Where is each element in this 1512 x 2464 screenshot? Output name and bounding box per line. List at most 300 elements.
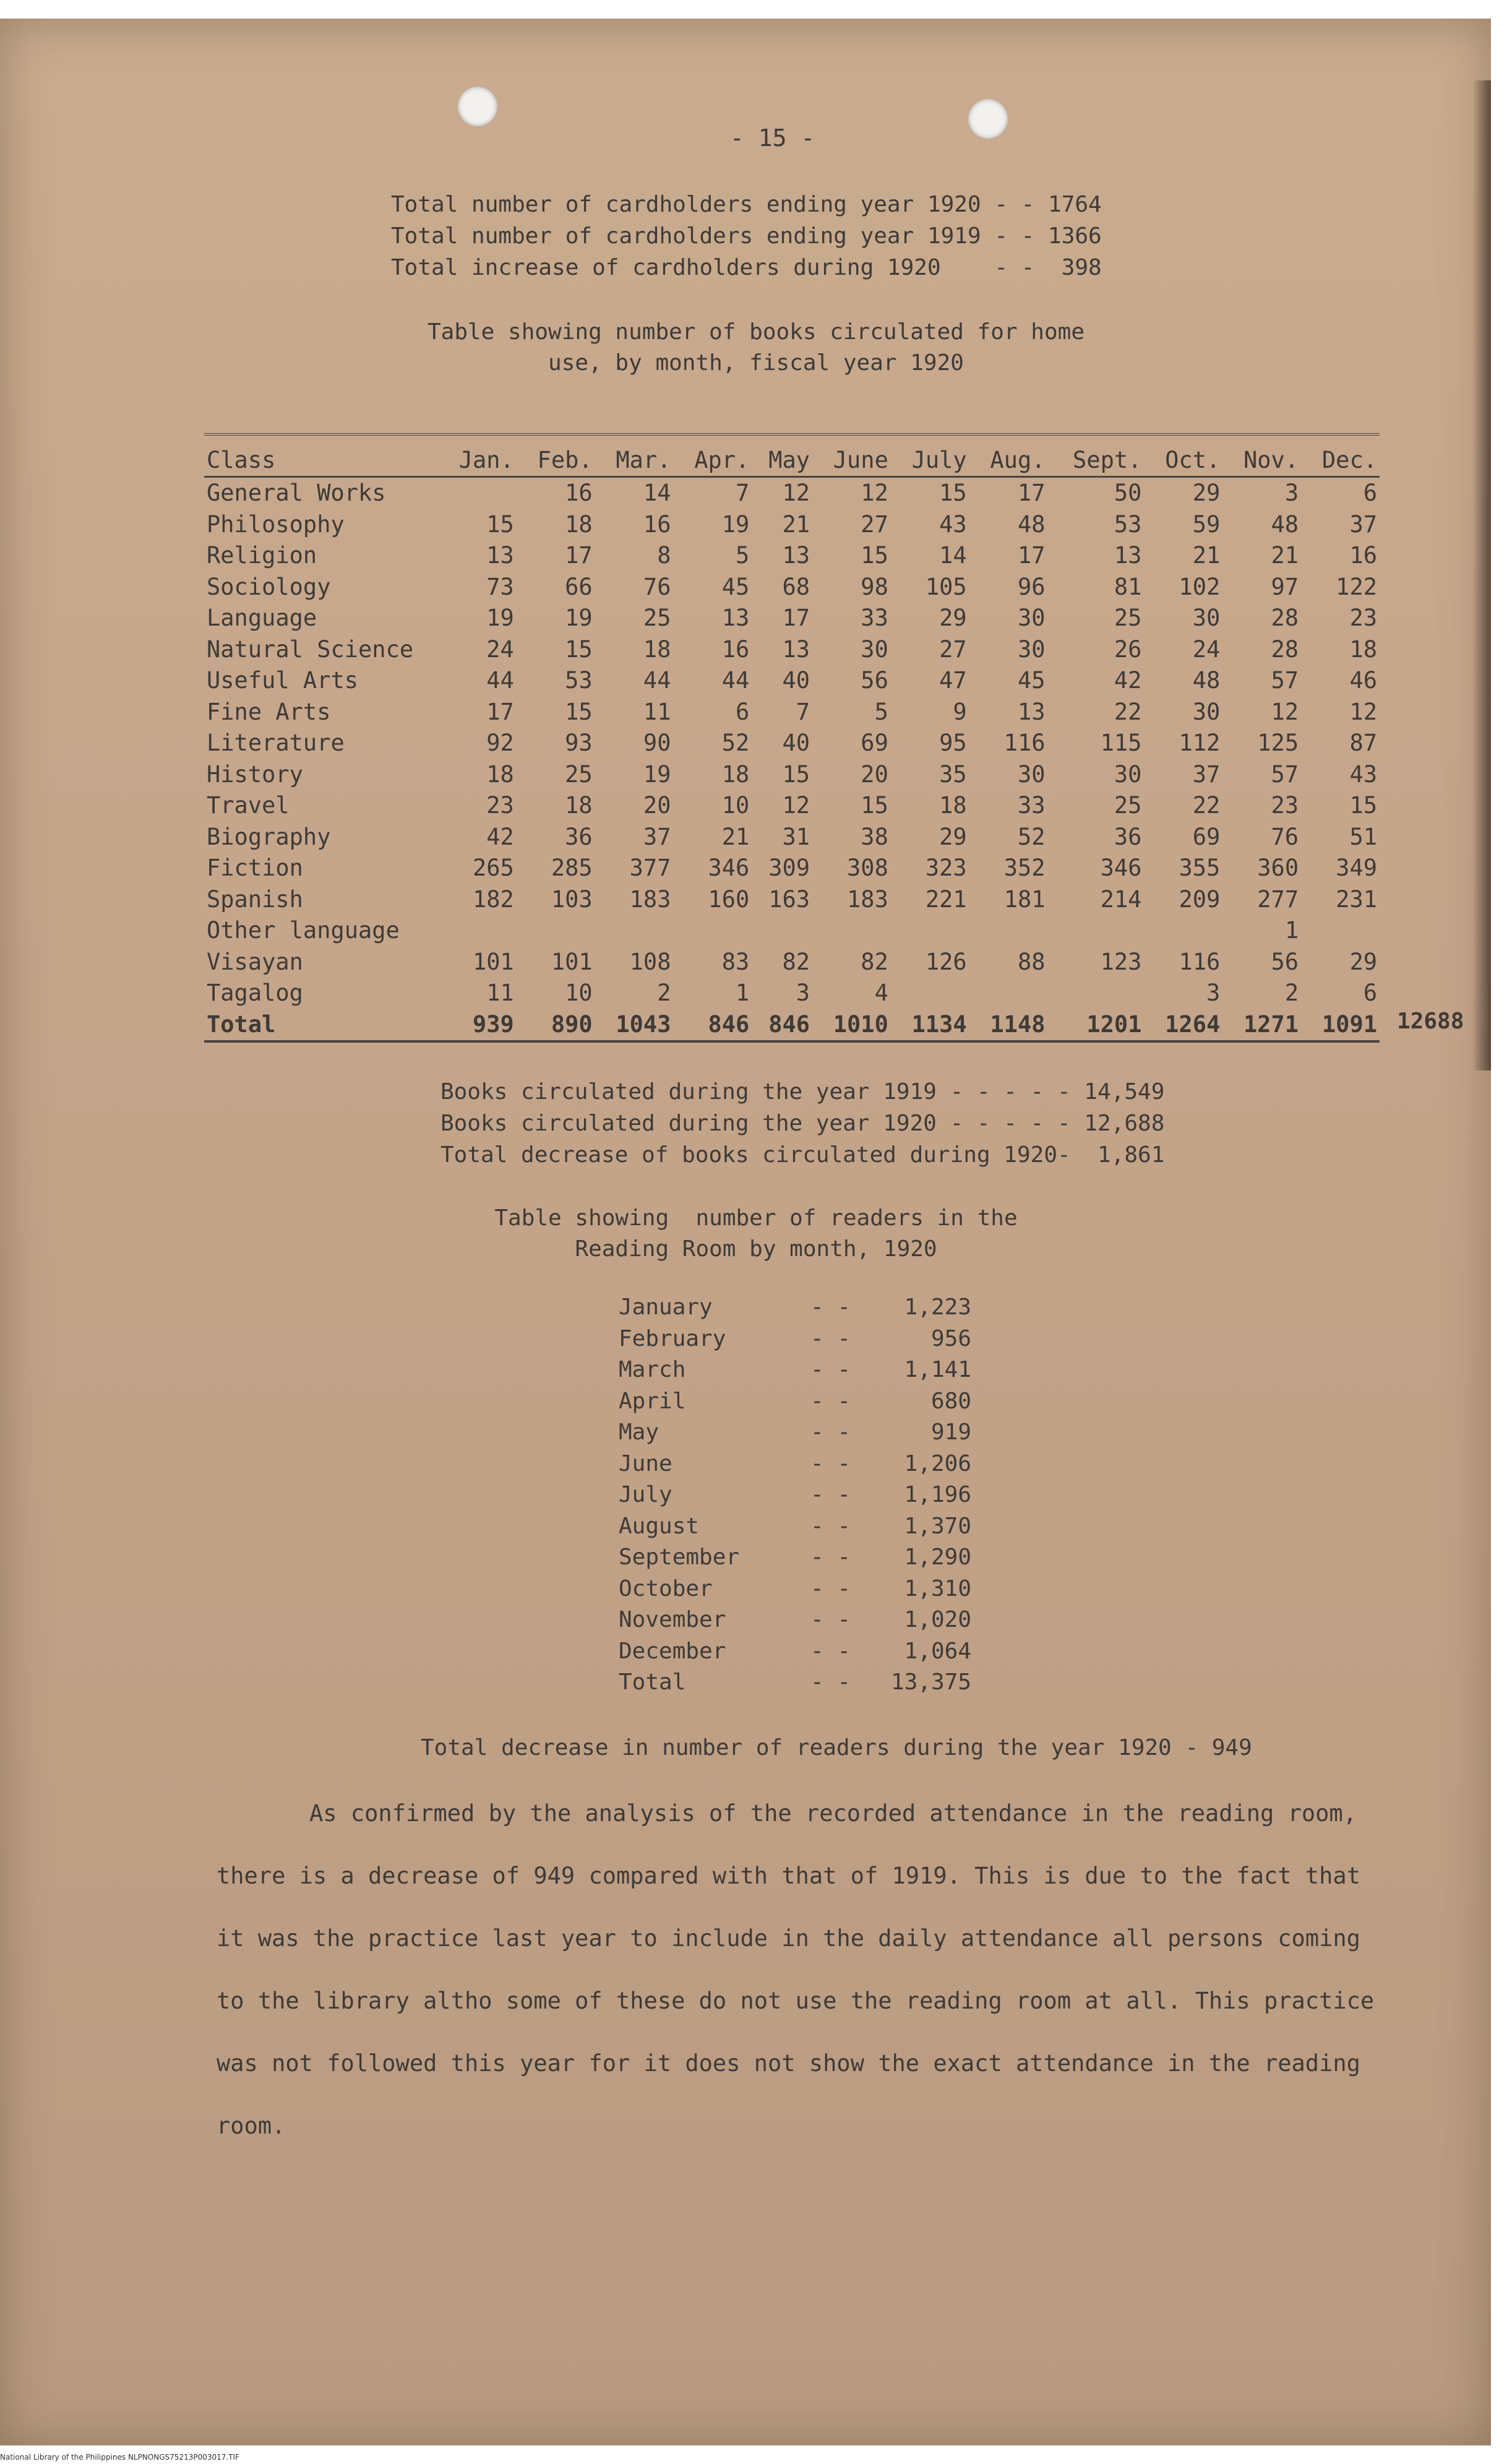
table-cell: 116: [1179, 948, 1221, 975]
table-cell: 37: [1349, 510, 1377, 538]
reader-count: 1,141: [904, 1357, 971, 1382]
table-cell: 52: [1017, 823, 1046, 850]
reader-dash: - -: [810, 1419, 851, 1445]
readers-list: [619, 1292, 971, 1699]
reader-count: 1,064: [904, 1638, 971, 1664]
table-cell: 11: [643, 698, 671, 725]
circulation-subtitle: use, by month, fiscal year 1920: [548, 350, 964, 376]
table-cell: 69: [861, 730, 888, 757]
analysis-paragraph: As confirmed by the analysis of the recorded attendance in the reading room, there is a decrease of 949 compared with that of 1919. This is due to the fact that it was the practice last year to include in the daily attendance all persons coming to the library altho some of these do not use the reading room at all. This practice was not followed this year for it does not show the exact attendance in the reading room.: [217, 1800, 1375, 2139]
reader-month-row: [619, 1324, 971, 1355]
table-cell: 181: [1003, 885, 1046, 913]
table-cell: 68: [782, 573, 810, 600]
table-cell: 123: [1100, 948, 1142, 975]
column-header-month: Feb.: [517, 444, 595, 476]
table-cell: 95: [939, 730, 967, 757]
table-cell: 28: [1271, 635, 1299, 663]
table-cell: [969, 915, 1048, 947]
archive-footer: National Library of the Philippines NLPNONGS75213P003017.TIF: [0, 2453, 239, 2462]
table-row: [204, 946, 1380, 978]
table-cell: 160: [708, 885, 750, 913]
column-header-month: May: [752, 444, 812, 476]
table-row: [204, 853, 1380, 884]
table-cell: 209: [1179, 885, 1221, 913]
table-cell: 30: [1017, 635, 1046, 663]
table-cell: 285: [551, 855, 593, 882]
table-cell: 90: [643, 730, 671, 757]
table-row: [204, 665, 1380, 697]
paper-edge-shadow: [1472, 80, 1491, 1070]
table-cell: 126: [925, 948, 967, 975]
table-cell: 2: [1284, 980, 1299, 1007]
table-cell: 83: [721, 948, 750, 975]
row-class-label: Tagalog: [207, 980, 303, 1007]
punch-hole-left: [458, 87, 497, 126]
table-cell: 346: [1100, 855, 1142, 882]
total-cell: 1271: [1222, 1009, 1301, 1041]
table-cell: 30: [1192, 698, 1221, 725]
table-cell: 21: [1271, 542, 1299, 569]
table-cell: 18: [486, 760, 514, 788]
reader-month-row: [619, 1636, 971, 1668]
reader-month: November: [619, 1607, 726, 1632]
table-cell: 24: [1192, 635, 1221, 663]
table-cell: 36: [565, 823, 593, 850]
table-cell: 19: [486, 605, 514, 632]
table-top-rule: [204, 433, 1380, 436]
total-cell: 1010: [812, 1009, 891, 1041]
table-cell: 56: [861, 667, 888, 694]
table-cell: 29: [1349, 948, 1377, 975]
table-cell: 5: [874, 698, 888, 725]
table-cell: 1: [736, 980, 750, 1007]
table-cell: 48: [1192, 667, 1221, 694]
reader-month-row: [619, 1386, 971, 1418]
table-cell: 44: [643, 667, 671, 694]
table-cell: 43: [939, 510, 967, 538]
table-cell: 19: [643, 760, 671, 788]
table-cell: 14: [939, 542, 967, 569]
reader-month: August: [619, 1513, 700, 1539]
reader-month-row: [619, 1480, 971, 1511]
table-row: [204, 476, 1380, 509]
table-cell: 18: [939, 792, 967, 819]
reader-dash: - -: [810, 1388, 851, 1414]
table-cell: 16: [565, 480, 593, 507]
table-cell: 221: [925, 885, 967, 913]
table-cell: 309: [768, 855, 810, 882]
table-cell: 42: [1114, 667, 1142, 694]
table-cell: 30: [1017, 605, 1046, 632]
reader-dash: - -: [810, 1513, 851, 1539]
table-cell: 14: [643, 480, 671, 507]
table-cell: 183: [847, 885, 888, 913]
table-cell: 45: [1017, 667, 1046, 694]
table-cell: 96: [1017, 573, 1046, 600]
table-cell: 21: [782, 510, 810, 538]
table-cell: 73: [486, 573, 514, 600]
table-cell: 15: [486, 510, 514, 538]
row-class-label: Other language: [207, 917, 400, 944]
table-cell: 18: [643, 635, 671, 663]
table-cell: [969, 978, 1048, 1009]
table-cell: [752, 915, 812, 947]
table-cell: 15: [565, 635, 593, 663]
table-cell: [517, 915, 595, 947]
table-cell: 45: [721, 573, 750, 600]
table-cell: 13: [1017, 698, 1046, 725]
table-cell: 21: [721, 823, 750, 850]
table-row: [204, 759, 1380, 790]
table-cell: 265: [473, 855, 514, 882]
table-row: [204, 696, 1380, 728]
table-cell: 182: [473, 885, 514, 913]
table-cell: 25: [1114, 792, 1142, 819]
table-cell: 163: [768, 885, 810, 913]
table-cell: 108: [629, 948, 671, 975]
reader-count: 919: [930, 1419, 971, 1445]
table-cell: 231: [1336, 885, 1377, 913]
table-cell: 31: [782, 823, 810, 850]
circulation-title: Table showing number of books circulated for home: [427, 319, 1085, 345]
reader-count: 1,290: [904, 1544, 971, 1570]
table-cell: 18: [565, 792, 593, 819]
table-cell: 82: [861, 948, 888, 975]
table-cell: [1048, 978, 1145, 1009]
row-class-label: Fiction: [207, 855, 303, 882]
column-header-month: Sept.: [1048, 444, 1145, 476]
reader-month-row: [619, 1574, 971, 1605]
table-cell: 13: [721, 605, 750, 632]
table-cell: 87: [1349, 730, 1377, 757]
table-cell: 57: [1271, 760, 1299, 788]
reader-month: January: [619, 1294, 713, 1320]
table-cell: 16: [1349, 542, 1377, 569]
table-cell: 33: [861, 605, 888, 632]
table-cell: 26: [1114, 635, 1142, 663]
total-label: Total: [204, 1009, 438, 1041]
reader-month: April: [619, 1388, 686, 1414]
punch-hole-right: [968, 99, 1008, 139]
reader-month-row: [619, 1511, 971, 1543]
table-cell: 15: [861, 792, 888, 819]
cardholders-line: Total increase of cardholders during 1920 - - 398: [391, 255, 1102, 280]
total-cell: 1134: [891, 1009, 969, 1041]
total-cell: 846: [673, 1009, 752, 1041]
reader-month: October: [619, 1575, 713, 1601]
row-class-label: Spanish: [207, 885, 303, 913]
row-class-label: Philosophy: [207, 510, 345, 538]
table-cell: 11: [486, 980, 514, 1007]
table-cell: 9: [953, 698, 967, 725]
table-cell: 1: [1284, 917, 1299, 944]
column-header-month: Apr.: [673, 444, 752, 476]
table-cell: 7: [796, 698, 810, 725]
table-row: [204, 790, 1380, 822]
table-cell: 377: [629, 855, 671, 882]
table-cell: 7: [736, 480, 750, 507]
table-cell: 13: [1114, 542, 1142, 569]
table-cell: 23: [486, 792, 514, 819]
total-cell: 1091: [1301, 1009, 1380, 1041]
table-cell: 3: [1206, 980, 1221, 1007]
total-cell: 846: [752, 1009, 812, 1041]
table-cell: 115: [1100, 730, 1142, 757]
reader-month: Total: [619, 1669, 686, 1695]
table-row: [204, 978, 1380, 1009]
reader-month: March: [619, 1357, 686, 1382]
table-cell: 20: [643, 792, 671, 819]
reader-count: 956: [930, 1325, 971, 1351]
reader-dash: - -: [810, 1294, 851, 1320]
table-cell: 12: [861, 480, 888, 507]
table-row: [204, 884, 1380, 915]
reader-month-row: [619, 1417, 971, 1449]
table-row: [204, 634, 1380, 665]
row-class-label: Biography: [207, 823, 331, 850]
table-cell: 21: [1192, 542, 1221, 569]
table-cell: 17: [1017, 480, 1046, 507]
table-cell: [1301, 915, 1380, 947]
table-cell: 6: [1363, 980, 1377, 1007]
column-header-month: Dec.: [1301, 444, 1380, 476]
table-cell: 15: [939, 480, 967, 507]
reader-month-row: [619, 1667, 971, 1699]
table-cell: 82: [782, 948, 810, 975]
reader-count: 680: [930, 1388, 971, 1414]
reader-dash: - -: [810, 1607, 851, 1632]
table-cell: 51: [1349, 823, 1377, 850]
row-class-label: Language: [207, 605, 317, 632]
column-header-month: June: [812, 444, 891, 476]
table-cell: 10: [721, 792, 750, 819]
table-cell: 22: [1192, 792, 1221, 819]
table-cell: 277: [1257, 885, 1299, 913]
table-cell: 22: [1114, 698, 1142, 725]
table-cell: 15: [565, 698, 593, 725]
table-cell: 93: [565, 730, 593, 757]
table-row: [204, 915, 1380, 947]
column-header-month: Nov.: [1222, 444, 1301, 476]
table-cell: [891, 978, 969, 1009]
reader-dash: - -: [810, 1544, 851, 1570]
table-cell: 13: [486, 542, 514, 569]
table-row: [204, 509, 1380, 540]
table-cell: [1144, 915, 1222, 947]
table-cell: 8: [657, 542, 671, 569]
table-cell: 47: [939, 667, 967, 694]
reader-month: February: [619, 1325, 726, 1351]
circulation-table: [204, 444, 1380, 1043]
table-cell: 29: [1192, 480, 1221, 507]
reader-month: July: [619, 1482, 672, 1507]
row-class-label: Sociology: [207, 573, 331, 600]
table-cell: 112: [1179, 730, 1221, 757]
table-cell: 13: [782, 542, 810, 569]
row-class-label: Religion: [207, 542, 317, 569]
table-cell: 105: [925, 573, 967, 600]
column-header-class: Class: [204, 444, 438, 476]
table-cell: 52: [721, 730, 750, 757]
table-cell: 59: [1192, 510, 1221, 538]
table-cell: [812, 915, 891, 947]
table-cell: [1048, 915, 1145, 947]
table-cell: 18: [721, 760, 750, 788]
table-cell: 102: [1179, 573, 1221, 600]
table-cell: 97: [1271, 573, 1299, 600]
table-cell: 37: [1192, 760, 1221, 788]
table-cell: 37: [643, 823, 671, 850]
reader-month-row: [619, 1542, 971, 1574]
reader-count: 1,020: [904, 1607, 971, 1632]
grand-total: 12688: [1397, 1009, 1464, 1034]
table-cell: 103: [551, 885, 593, 913]
table-cell: 23: [1349, 605, 1377, 632]
table-cell: [438, 915, 517, 947]
table-header-row: [204, 444, 1380, 476]
reader-dash: - -: [810, 1638, 851, 1664]
total-cell: 890: [517, 1009, 595, 1041]
row-class-label: Natural Science: [207, 635, 414, 663]
table-cell: 3: [796, 980, 810, 1007]
table-cell: 30: [861, 635, 888, 663]
table-cell: 76: [643, 573, 671, 600]
table-cell: 44: [486, 667, 514, 694]
table-cell: 48: [1017, 510, 1046, 538]
table-cell: 25: [565, 760, 593, 788]
table-cell: 42: [486, 823, 514, 850]
table-cell: 17: [1017, 542, 1046, 569]
table-cell: 98: [861, 573, 888, 600]
row-class-label: Literature: [207, 730, 345, 757]
table-cell: 40: [782, 667, 810, 694]
table-cell: 19: [721, 510, 750, 538]
row-class-label: Fine Arts: [207, 698, 331, 725]
table-cell: 3: [1284, 480, 1299, 507]
column-header-month: July: [891, 444, 969, 476]
table-cell: 38: [861, 823, 888, 850]
table-cell: 36: [1114, 823, 1142, 850]
table-cell: 43: [1349, 760, 1377, 788]
table-cell: 116: [1003, 730, 1046, 757]
reader-count: 1,196: [904, 1482, 971, 1507]
row-class-label: General Works: [207, 480, 386, 507]
table-cell: 57: [1271, 667, 1299, 694]
reader-dash: - -: [810, 1450, 851, 1476]
table-cell: 56: [1271, 948, 1299, 975]
table-cell: 15: [861, 542, 888, 569]
table-cell: 183: [629, 885, 671, 913]
column-header-month: Aug.: [969, 444, 1048, 476]
table-cell: 12: [1349, 698, 1377, 725]
table-cell: 308: [847, 855, 888, 882]
table-cell: [673, 915, 752, 947]
reader-count: 13,375: [890, 1669, 971, 1695]
table-cell: 349: [1336, 855, 1377, 882]
table-cell: 17: [782, 605, 810, 632]
reader-dash: - -: [810, 1482, 851, 1507]
table-cell: 122: [1336, 573, 1377, 600]
reader-count: 1,370: [904, 1513, 971, 1539]
table-cell: 28: [1271, 605, 1299, 632]
reader-dash: - -: [810, 1357, 851, 1382]
books-circulated-line: Books circulated during the year 1920 - - - - - 12,688: [440, 1111, 1165, 1136]
books-circulated-line: Total decrease of books circulated during 1920- 1,861: [440, 1142, 1165, 1168]
table-cell: [438, 476, 517, 509]
table-cell: 23: [1271, 792, 1299, 819]
table-cell: 20: [861, 760, 888, 788]
table-cell: 17: [486, 698, 514, 725]
table-cell: 25: [1114, 605, 1142, 632]
table-cell: 48: [1271, 510, 1299, 538]
table-cell: 30: [1017, 760, 1046, 788]
table-cell: 12: [1271, 698, 1299, 725]
table-cell: 44: [721, 667, 750, 694]
books-circulated-line: Books circulated during the year 1919 - - - - - 14,549: [440, 1079, 1165, 1105]
table-cell: 6: [1363, 480, 1377, 507]
table-cell: 29: [939, 605, 967, 632]
table-cell: 15: [782, 760, 810, 788]
table-cell: 88: [1017, 948, 1046, 975]
total-cell: 1264: [1144, 1009, 1222, 1041]
table-cell: 16: [721, 635, 750, 663]
table-cell: 360: [1257, 855, 1299, 882]
table-cell: 92: [486, 730, 514, 757]
readers-subtitle: Reading Room by month, 1920: [575, 1236, 937, 1262]
table-cell: 46: [1349, 667, 1377, 694]
table-cell: 15: [1349, 792, 1377, 819]
reader-month: September: [619, 1544, 740, 1570]
table-cell: 29: [939, 823, 967, 850]
table-row: [204, 728, 1380, 759]
reader-dash: - -: [810, 1325, 851, 1351]
table-cell: 125: [1257, 730, 1299, 757]
reader-month-row: [619, 1449, 971, 1480]
total-cell: 939: [438, 1009, 517, 1041]
table-cell: 81: [1114, 573, 1142, 600]
reader-month: June: [619, 1450, 672, 1476]
reader-dash: - -: [810, 1669, 851, 1695]
column-header-month: Mar.: [595, 444, 674, 476]
table-cell: 76: [1271, 823, 1299, 850]
readers-title: Table showing number of readers in the: [494, 1205, 1018, 1231]
table-cell: 27: [861, 510, 888, 538]
table-row: [204, 540, 1380, 572]
table-cell: 323: [925, 855, 967, 882]
table-cell: 18: [1349, 635, 1377, 663]
row-class-label: Useful Arts: [207, 667, 359, 694]
column-header-month: Jan.: [438, 444, 517, 476]
reader-month-row: [619, 1605, 971, 1636]
table-cell: 24: [486, 635, 514, 663]
table-cell: 101: [473, 948, 514, 975]
reader-count: 1,310: [904, 1575, 971, 1601]
table-cell: 30: [1192, 605, 1221, 632]
reader-dash: - -: [810, 1575, 851, 1601]
table-cell: 346: [708, 855, 750, 882]
table-cell: 35: [939, 760, 967, 788]
table-cell: 101: [551, 948, 593, 975]
table-cell: 12: [782, 480, 810, 507]
total-cell: 1043: [595, 1009, 674, 1041]
row-class-label: History: [207, 760, 303, 788]
table-cell: 5: [736, 542, 750, 569]
table-cell: 53: [1114, 510, 1142, 538]
table-cell: 2: [657, 980, 671, 1007]
cardholders-line: Total number of cardholders ending year 1920 - - 1764: [391, 192, 1102, 217]
table-cell: 16: [643, 510, 671, 538]
table-cell: 33: [1017, 792, 1046, 819]
